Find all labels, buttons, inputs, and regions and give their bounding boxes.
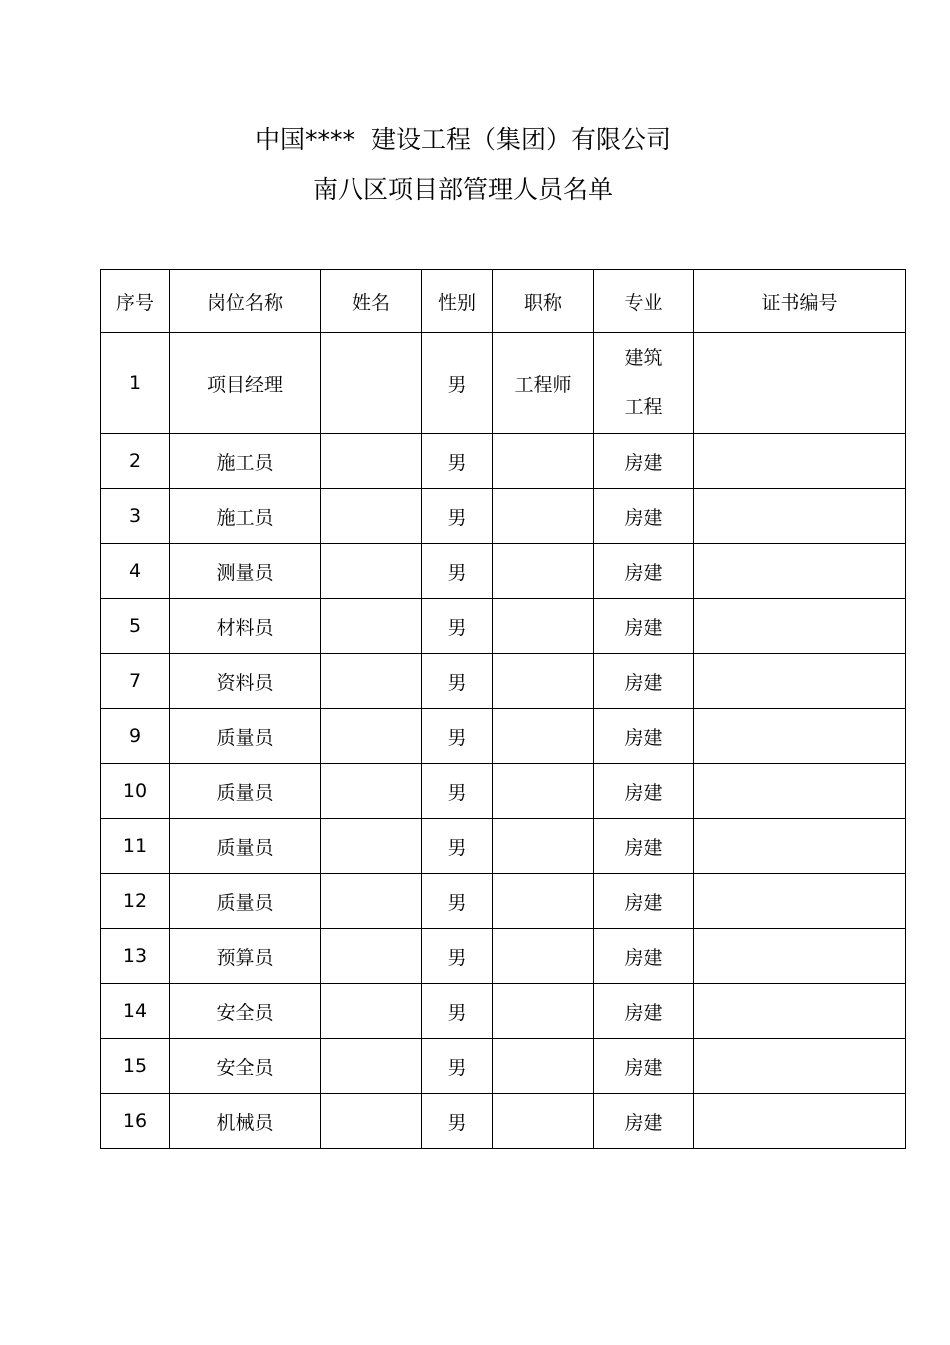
- cell-title: [493, 984, 594, 1039]
- cell-position: 质量员: [170, 874, 321, 929]
- cell-name: [321, 1094, 422, 1149]
- table-row: [101, 1039, 906, 1094]
- cell-cert: [694, 709, 906, 764]
- cell-title: [493, 1039, 594, 1094]
- cell-no: 7: [101, 654, 170, 709]
- cell-title: 工程师: [493, 333, 594, 434]
- table-header-row: [101, 270, 906, 333]
- header-cert: 证书编号: [694, 270, 906, 333]
- cell-cert: [694, 1039, 906, 1094]
- cell-no: 16: [101, 1094, 170, 1149]
- cell-cert: [694, 434, 906, 489]
- cell-no: 13: [101, 929, 170, 984]
- document-subtitle: 南八区项目部管理人员名单: [312, 175, 613, 204]
- cell-gender: 男: [422, 874, 493, 929]
- cell-gender: 男: [422, 434, 493, 489]
- cell-name: [321, 709, 422, 764]
- cell-major: 房建: [594, 984, 694, 1039]
- cell-title: [493, 709, 594, 764]
- cell-cert: [694, 333, 906, 434]
- cell-title: [493, 434, 594, 489]
- cell-position: 质量员: [170, 709, 321, 764]
- cell-gender: 男: [422, 544, 493, 599]
- cell-gender: 男: [422, 984, 493, 1039]
- cell-gender: 男: [422, 1039, 493, 1094]
- cell-cert: [694, 929, 906, 984]
- cell-cert: [694, 654, 906, 709]
- cell-no: 1: [101, 333, 170, 434]
- cell-name: [321, 984, 422, 1039]
- cell-name: [321, 599, 422, 654]
- table-row: [101, 764, 906, 819]
- cell-gender: 男: [422, 599, 493, 654]
- cell-no: 4: [101, 544, 170, 599]
- table-row: [101, 489, 906, 544]
- cell-major: 房建: [594, 654, 694, 709]
- table-row: [101, 654, 906, 709]
- cell-major: 房建: [594, 764, 694, 819]
- cell-position: 安全员: [170, 984, 321, 1039]
- table-row: [101, 333, 906, 434]
- staff-roster-table: [100, 269, 906, 1149]
- cell-gender: 男: [422, 1094, 493, 1149]
- cell-cert: [694, 984, 906, 1039]
- table-row: [101, 929, 906, 984]
- header-no: 序号: [101, 270, 170, 333]
- cell-gender: 男: [422, 654, 493, 709]
- cell-position: 材料员: [170, 599, 321, 654]
- cell-cert: [694, 489, 906, 544]
- cell-major: 房建: [594, 1094, 694, 1149]
- cell-no: 5: [101, 599, 170, 654]
- cell-name: [321, 929, 422, 984]
- cell-name: [321, 654, 422, 709]
- table-body: [101, 333, 906, 1149]
- cell-major: 房建: [594, 819, 694, 874]
- cell-gender: 男: [422, 333, 493, 434]
- cell-title: [493, 654, 594, 709]
- cell-no: 2: [101, 434, 170, 489]
- cell-gender: 男: [422, 764, 493, 819]
- table-row: [101, 1094, 906, 1149]
- cell-position: 测量员: [170, 544, 321, 599]
- cell-gender: 男: [422, 489, 493, 544]
- cell-position: 施工员: [170, 489, 321, 544]
- cell-gender: 男: [422, 929, 493, 984]
- cell-cert: [694, 544, 906, 599]
- cell-position: 预算员: [170, 929, 321, 984]
- cell-position: 资料员: [170, 654, 321, 709]
- cell-position: 项目经理: [170, 333, 321, 434]
- cell-major: 房建: [594, 929, 694, 984]
- cell-position: 机械员: [170, 1094, 321, 1149]
- cell-no: 3: [101, 489, 170, 544]
- cell-no: 14: [101, 984, 170, 1039]
- cell-no: 9: [101, 709, 170, 764]
- cell-position: 质量员: [170, 764, 321, 819]
- cell-title: [493, 874, 594, 929]
- cell-position: 质量员: [170, 819, 321, 874]
- cell-major: 房建: [594, 489, 694, 544]
- cell-title: [493, 544, 594, 599]
- cell-title: [493, 819, 594, 874]
- cell-name: [321, 544, 422, 599]
- table-row: [101, 709, 906, 764]
- cell-major: 房建: [594, 434, 694, 489]
- cell-no: 11: [101, 819, 170, 874]
- cell-major: 房建: [594, 544, 694, 599]
- cell-position: 施工员: [170, 434, 321, 489]
- cell-cert: [694, 764, 906, 819]
- cell-name: [321, 874, 422, 929]
- header-position: 岗位名称: [170, 270, 321, 333]
- cell-name: [321, 434, 422, 489]
- cell-major: 房建: [594, 874, 694, 929]
- cell-cert: [694, 599, 906, 654]
- cell-name: [321, 1039, 422, 1094]
- cell-no: 10: [101, 764, 170, 819]
- cell-position: 安全员: [170, 1039, 321, 1094]
- cell-gender: 男: [422, 819, 493, 874]
- table-row: [101, 984, 906, 1039]
- cell-title: [493, 929, 594, 984]
- cell-title: [493, 1094, 594, 1149]
- table-row: [101, 599, 906, 654]
- cell-name: [321, 819, 422, 874]
- cell-name: [321, 333, 422, 434]
- table-row: [101, 434, 906, 489]
- cell-gender: 男: [422, 709, 493, 764]
- cell-no: 12: [101, 874, 170, 929]
- table-row: [101, 874, 906, 929]
- cell-major: 房建: [594, 1039, 694, 1094]
- cell-name: [321, 489, 422, 544]
- cell-title: [493, 599, 594, 654]
- cell-cert: [694, 819, 906, 874]
- cell-title: [493, 764, 594, 819]
- header-major: 专业: [594, 270, 694, 333]
- table-row: [101, 544, 906, 599]
- cell-name: [321, 764, 422, 819]
- document-title: 中国**** 建设工程（集团）有限公司: [255, 125, 671, 154]
- cell-cert: [694, 874, 906, 929]
- header-gender: 性别: [422, 270, 493, 333]
- header-name: 姓名: [321, 270, 422, 333]
- cell-title: [493, 489, 594, 544]
- cell-major: 房建: [594, 709, 694, 764]
- cell-major: 建筑 工程: [594, 333, 694, 434]
- cell-cert: [694, 1094, 906, 1149]
- cell-major: 房建: [594, 599, 694, 654]
- header-title: 职称: [493, 270, 594, 333]
- table-row: [101, 819, 906, 874]
- cell-no: 15: [101, 1039, 170, 1094]
